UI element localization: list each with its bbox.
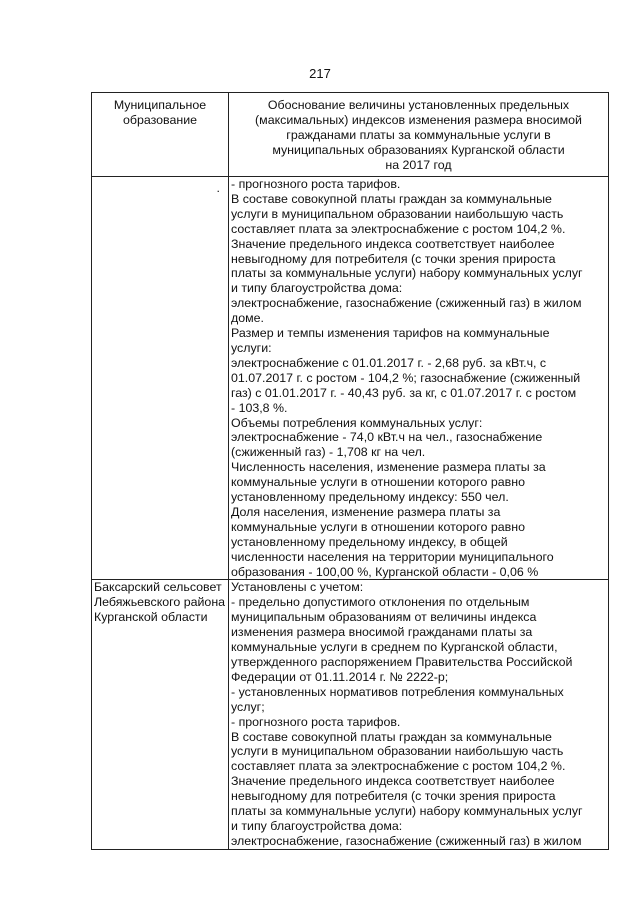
text-line: - 103,8 %. — [231, 400, 288, 415]
text-line: коммунальные услуги в отношении которого равно — [231, 475, 525, 490]
text-line: численности населения на территории муниципального — [231, 549, 554, 564]
row2-municipality-cell — [92, 580, 229, 849]
text-line: Федерации от 01.11.2014 г. № 2222-р; — [231, 669, 449, 684]
text-line: платы за коммунальные услуги) набору коммунальных услуг — [231, 804, 583, 819]
text-line: утвержденного распоряжением Правительства Российской — [231, 655, 573, 669]
text-line: и типу благоустройства дома: — [231, 281, 403, 296]
municipality-name-line: Лебяжьевского района — [94, 595, 226, 610]
table-header-row — [92, 93, 609, 177]
text-line: услуг; — [231, 699, 265, 714]
text-line: коммунальные услуги в среднем по Курганской области, — [231, 640, 558, 655]
header-col1-line: Муниципальное — [113, 98, 207, 112]
text-line: установленному предельному индексу, в общей — [231, 534, 508, 549]
header-col2-line: Обоснование величины установленных предельных — [267, 98, 570, 112]
municipality-name-line: Курганской области — [94, 610, 208, 625]
text-line: платы за коммунальные услуги) набору коммунальных услуг — [231, 266, 583, 281]
row1-mark: . — [216, 181, 220, 195]
text-line: муниципальным образованиям от величины индекса — [231, 610, 537, 625]
text-line: составляет плата за электроснабжение с ростом 104,2 %. — [231, 759, 566, 774]
text-line: - предельно допустимого отклонения по отдельным — [231, 595, 530, 610]
table-row — [92, 580, 609, 849]
text-line: установленному предельному индексу: 550 чел. — [231, 490, 509, 505]
text-line: образования - 100,00 %, Курганской области - 0,06 % — [231, 564, 539, 579]
row1-municipality-cell — [92, 177, 229, 580]
text-line: электроснабжение с 01.01.2017 г. - 2,68 руб. за кВт.ч, с — [231, 355, 547, 370]
text-line: газ) с 01.01.2017 г. - 40,43 руб. за кг, с 01.07.2017 г. с ростом — [231, 385, 577, 400]
header-col1-line: образование — [122, 112, 198, 127]
text-line: Значение предельного индекса соответствует наиболее — [231, 774, 555, 789]
header-col2-line: на 2017 год — [385, 157, 452, 172]
row2-justification-cell — [229, 580, 609, 849]
municipality-name-line: Баксарский сельсовет — [94, 580, 222, 595]
text-line: невыгодному для потребителя (с точки зрения прироста — [231, 789, 556, 804]
text-line: Доля населения, изменение размера платы за — [231, 504, 501, 519]
text-line: коммунальные услуги в отношении которого равно — [231, 519, 525, 534]
row1-justification-cell — [229, 177, 609, 580]
text-line: невыгодному для потребителя (с точки зрения прироста — [231, 251, 556, 266]
table-row — [92, 177, 609, 580]
text-line: В составе совокупной платы граждан за коммунальные — [231, 729, 552, 744]
text-line: Численность населения, изменение размера платы за — [231, 460, 546, 475]
text-line: Установлены с учетом: — [231, 580, 364, 595]
header-col2-line: муниципальных образованиях Курганской области — [272, 142, 565, 157]
header-municipality — [92, 93, 229, 177]
text-line: - прогнозного роста тарифов. — [231, 714, 401, 729]
text-line: электроснабжение, газоснабжение (сжиженный газ) в жилом — [231, 296, 582, 311]
text-line: - прогнозного роста тарифов. — [231, 177, 401, 191]
text-line: изменения размера вносимой гражданами платы за — [231, 625, 533, 640]
text-line: Размер и темпы изменения тарифов на коммунальные — [231, 326, 550, 341]
page-number: 217 — [309, 66, 331, 81]
text-line: Объемы потребления коммунальных услуг: — [231, 415, 483, 430]
text-line: Значение предельного индекса соответствует наиболее — [231, 236, 555, 251]
text-line: составляет плата за электроснабжение с ростом 104,2 %. — [231, 221, 566, 236]
justification-table — [91, 92, 609, 850]
header-justification — [229, 93, 609, 177]
text-line: электроснабжение, газоснабжение (сжиженный газ) в жилом — [231, 833, 582, 848]
text-line: доме. — [231, 311, 264, 326]
text-line: В составе совокупной платы граждан за коммунальные — [231, 191, 552, 206]
text-line: услуги в муниципальном образовании наибольшую часть — [231, 206, 564, 221]
text-line: - установленных нормативов потребления коммунальных — [231, 684, 564, 699]
text-line: услуги: — [231, 340, 272, 355]
text-line: 01.07.2017 г. с ростом - 104,2 %; газоснабжение (сжиженный — [231, 370, 581, 385]
text-line: (сжиженный газ) - 1,708 кг на чел. — [231, 445, 426, 460]
header-col2-line: (максимальных) индексов изменения размера вносимой — [255, 112, 582, 127]
header-col2-line: гражданами платы за коммунальные услуги в — [286, 127, 551, 142]
text-line: и типу благоустройства дома: — [231, 818, 403, 833]
text-line: электроснабжение - 74,0 кВт.ч на чел., газоснабжение — [231, 430, 543, 445]
text-line: услуги в муниципальном образовании наибольшую часть — [231, 744, 564, 759]
